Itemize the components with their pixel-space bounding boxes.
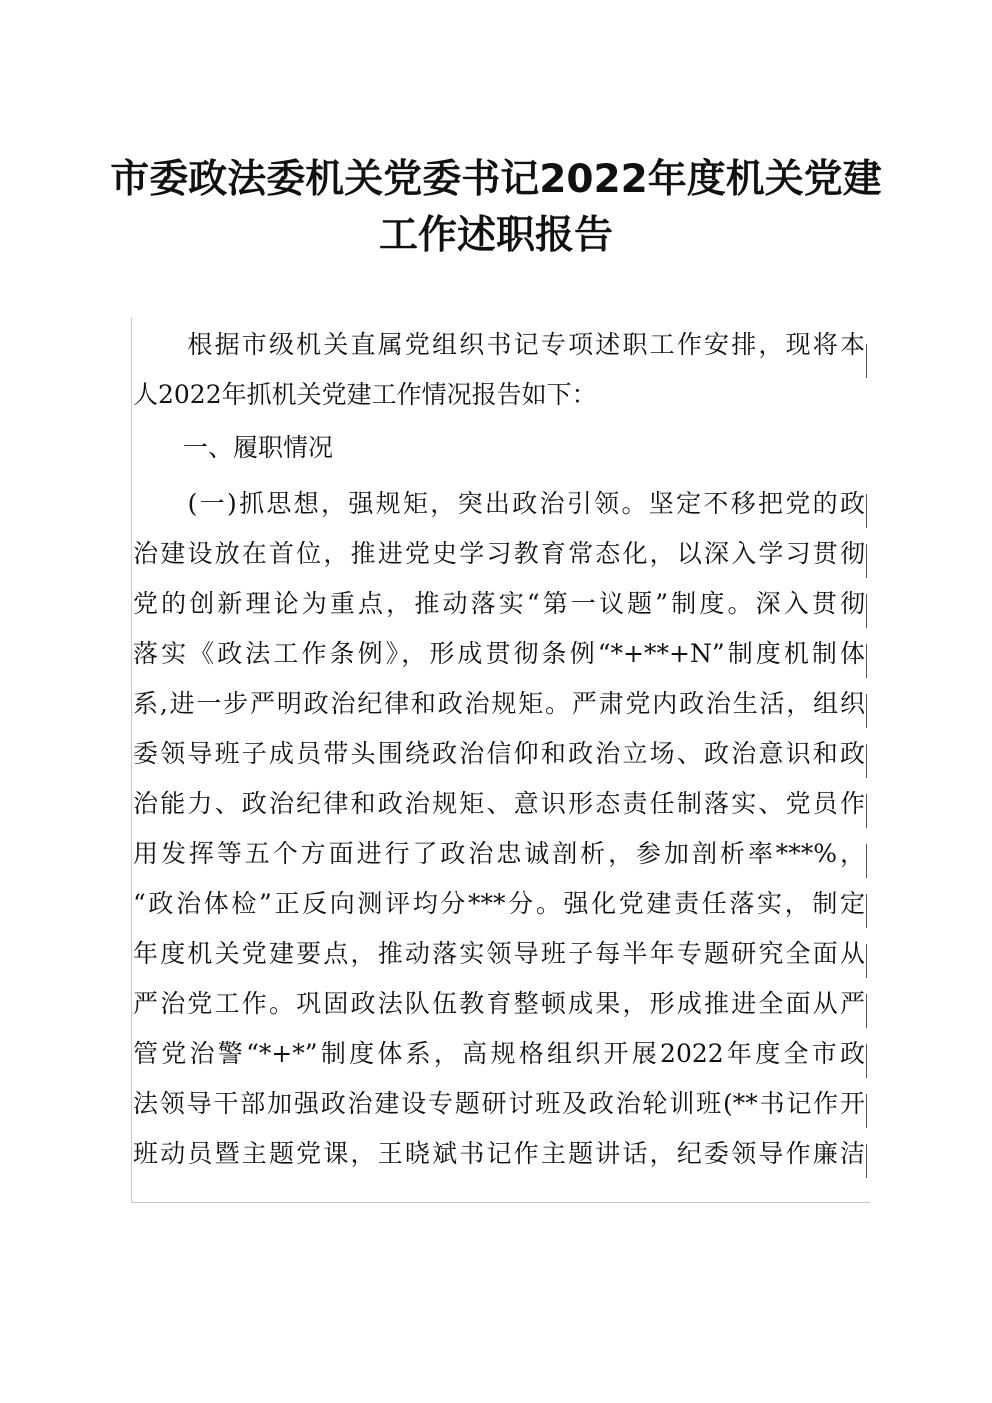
body-line: 系,进一步严明政治纪律和政治规矩。严肃党内政治生活，组织	[133, 689, 865, 718]
body-line: 治能力、政治纪律和政治规矩、意识形态责任制落实、党员作	[133, 789, 865, 818]
margin-mark	[866, 544, 867, 578]
body-line: 严治党工作。巩固政法队伍教育整顿成果，形成推进全面从严	[133, 989, 865, 1018]
body-line: 人2022年抓机关党建工作情况报告如下：	[133, 380, 597, 409]
margin-mark	[866, 1144, 867, 1178]
margin-mark	[866, 894, 867, 928]
body-line: 年度机关党建要点，推动落实领导班子每半年专题研究全面从	[133, 939, 865, 968]
margin-mark	[866, 344, 867, 378]
body-line: 一、履职情况	[133, 433, 334, 462]
document-title	[0, 152, 992, 264]
margin-mark	[866, 994, 867, 1028]
margin-mark	[866, 694, 867, 728]
body-line: 党的创新理论为重点，推动落实“第一议题”制度。深入贯彻	[133, 589, 865, 618]
margin-mark	[866, 594, 867, 628]
body-line: 落实《政法工作条例》，形成贯彻条例“*+**+N”制度机制体	[133, 639, 865, 668]
margin-mark	[866, 1044, 867, 1078]
body-line: “政治体检”正反向测评均分***分。强化党建责任落实，制定	[133, 889, 865, 918]
margin-mark	[866, 644, 867, 678]
body-line: 根据市级机关直属党组织书记专项述职工作安排，现将本	[133, 330, 865, 359]
margin-mark	[866, 794, 867, 828]
title-line-2: 工作述职报告	[378, 213, 613, 258]
body-line: 用发挥等五个方面进行了政治忠诚剖析，参加剖析率***%，	[133, 839, 865, 868]
body-line: 委领导班子成员带头围绕政治信仰和政治立场、政治意识和政	[133, 739, 865, 768]
title-line-1: 市委政法委机关党委书记2022年度机关党建	[110, 157, 882, 202]
body-line: (一)抓思想，强规矩，突出政治引领。坚定不移把党的政	[133, 489, 865, 518]
margin-mark	[866, 944, 867, 978]
body-line: 治建设放在首位，推进党史学习教育常态化，以深入学习贯彻	[133, 539, 865, 568]
body-line: 法领导干部加强政治建设专题研讨班及政治轮训班(**书记作开	[133, 1089, 865, 1118]
right-margin-marks	[866, 318, 870, 1203]
margin-mark	[866, 1094, 867, 1128]
body-line: 管党治警“*+*”制度体系，高规格组织开展2022年度全市政	[133, 1039, 865, 1068]
margin-mark	[866, 844, 867, 878]
margin-mark	[866, 744, 867, 778]
margin-mark	[866, 494, 867, 528]
body-line: 班动员暨主题党课，王晓斌书记作主题讲话，纪委领导作廉洁	[133, 1139, 865, 1168]
